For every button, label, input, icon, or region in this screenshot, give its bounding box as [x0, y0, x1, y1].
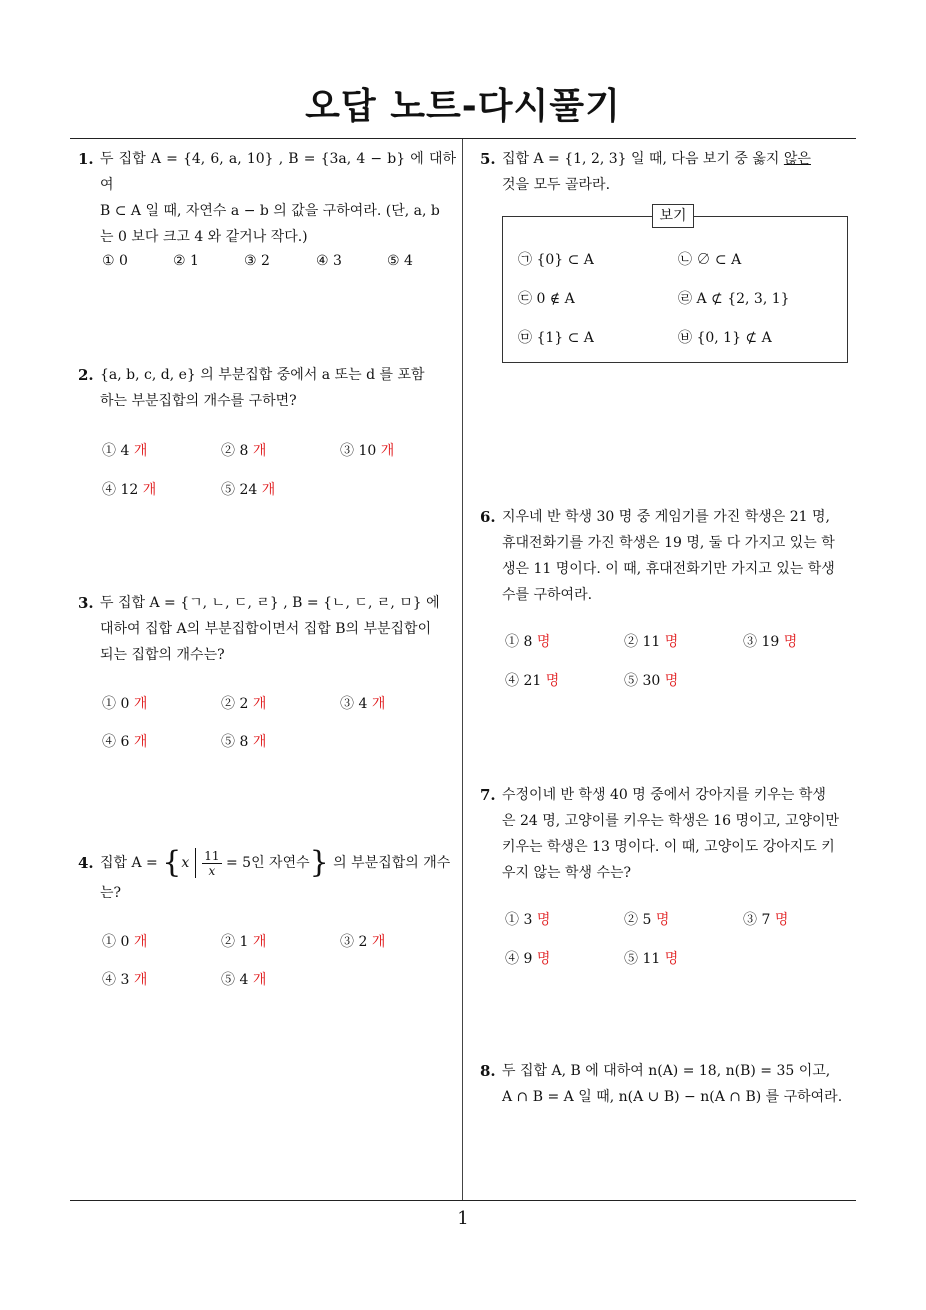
bogi-item: ㉣ A ⊄ {2, 3, 1} — [678, 291, 790, 307]
answer-option[interactable]: ④ 21 명 — [505, 673, 560, 689]
answer-option[interactable]: ④ 3 — [316, 253, 342, 269]
answer-option[interactable]: ② 5 명 — [624, 912, 670, 928]
answer-option[interactable]: ④ 9 명 — [505, 951, 551, 967]
answer-option[interactable]: ⑤ 30 명 — [624, 673, 679, 689]
question-number: 5. — [480, 150, 496, 168]
question-text-line: 우지 않는 학생 수는? — [502, 865, 632, 881]
question-5 — [480, 146, 858, 198]
column-divider — [462, 139, 463, 1201]
question-number: 2. — [78, 366, 94, 384]
set-divider — [195, 848, 196, 878]
answer-option[interactable]: ③ 19 명 — [743, 634, 798, 650]
answer-option[interactable]: ⑤ 8 개 — [221, 734, 267, 750]
question-text-line: 수정이네 반 학생 40 명 중에서 강아지를 키우는 학생 — [502, 787, 826, 803]
question-number: 3. — [78, 594, 94, 612]
page-number: 1 — [457, 1208, 469, 1229]
question-text-line: 집합 A = {1, 2, 3} 일 때, 다음 보기 중 옳지 않은 — [502, 151, 811, 167]
question-text-line: 대하여 집합 A의 부분집합이면서 집합 B의 부분집합이 — [100, 621, 432, 637]
answer-option[interactable]: ③ 2 개 — [340, 934, 386, 950]
answer-option[interactable]: ⑤ 24 개 — [221, 482, 276, 498]
answer-option[interactable]: ⑤ 4 — [387, 253, 413, 269]
question-text-line: 키우는 학생은 13 명이다. 이 때, 고양이도 강아지도 키 — [502, 839, 835, 855]
question-number: 7. — [480, 786, 496, 804]
bogi-item: ㉠ {0} ⊂ A — [518, 252, 594, 268]
answer-option[interactable]: ② 11 명 — [624, 634, 679, 650]
question-6 — [480, 504, 858, 608]
answer-option[interactable]: ③ 10 개 — [340, 443, 395, 459]
question-text-line: 지우네 반 학생 30 명 중 게임기를 가진 학생은 21 명, — [502, 509, 831, 525]
question-text-line: 수를 구하여라. — [502, 587, 593, 603]
question-text-line: 것을 모두 골라라. — [502, 177, 611, 193]
answer-option[interactable]: ② 2 개 — [221, 696, 267, 712]
bogi-item: ㉡ ∅ ⊂ A — [678, 252, 742, 268]
answer-option[interactable]: ⑤ 4 개 — [221, 972, 267, 988]
question-number: 8. — [480, 1062, 496, 1080]
question-text-line: 는? — [100, 885, 122, 901]
question-text-line: 휴대전화기를 가진 학생은 19 명, 둘 다 가지고 있는 학 — [502, 535, 835, 551]
answer-option[interactable]: ② 8 개 — [221, 443, 267, 459]
answer-option[interactable]: ③ 7 명 — [743, 912, 789, 928]
question-2 — [78, 362, 456, 414]
set-condition: = 5인 자연수 — [225, 855, 310, 871]
question-number: 4. — [78, 854, 94, 872]
bogi-item: ㉥ {0, 1} ⊄ A — [678, 330, 772, 346]
bogi-item: ㉤ {1} ⊂ A — [518, 330, 594, 346]
answer-option[interactable]: ① 0 개 — [102, 696, 148, 712]
bottom-rule — [70, 1200, 856, 1201]
question-text-line: 는 0 보다 크고 4 와 같거나 작다.) — [100, 229, 308, 245]
question-text-line: A ∩ B = A 일 때, n(A ∪ B) − n(A ∩ B) 를 구하여라. — [502, 1089, 843, 1105]
answer-option[interactable]: ⑤ 11 명 — [624, 951, 679, 967]
question-text-line: 은 24 명, 고양이를 키우는 학생은 16 명이고, 고양이만 — [502, 813, 840, 829]
question-text-line: 두 집합 A, B 에 대하여 n(A) = 18, n(B) = 35 이고, — [502, 1063, 831, 1079]
answer-option[interactable]: ④ 6 개 — [102, 734, 148, 750]
question-number: 6. — [480, 508, 496, 526]
question-text-line: {a, b, c, d, e} 의 부분집합 중에서 a 또는 d 를 포함 — [100, 367, 425, 383]
question-text-line: 되는 집합의 개수는? — [100, 647, 225, 663]
top-rule — [70, 138, 856, 139]
answer-option[interactable]: ① 8 명 — [505, 634, 551, 650]
answer-option[interactable]: ① 0 — [102, 253, 128, 269]
question-text-line: 두 집합 A = {ㄱ, ㄴ, ㄷ, ㄹ} , B = {ㄴ, ㄷ, ㄹ, ㅁ} 에 — [100, 595, 440, 611]
bogi-item: ㉢ 0 ∉ A — [518, 291, 575, 307]
question-text-line: 생은 11 명이다. 이 때, 휴대전화기만 가지고 있는 학생 — [502, 561, 835, 577]
question-7 — [480, 782, 858, 886]
answer-option[interactable]: ① 3 명 — [505, 912, 551, 928]
underlined-word: 않은 — [783, 151, 811, 167]
question-4 — [78, 845, 456, 901]
set-prefix: 집합 A = — [100, 855, 158, 871]
set-variable: x — [181, 855, 190, 871]
question-8 — [480, 1058, 858, 1110]
fraction: $\frac{11}{x}$ — [204, 848, 220, 878]
question-number: 1. — [78, 150, 94, 168]
left-brace: { — [162, 845, 182, 880]
right-brace: } — [309, 845, 329, 880]
answer-option[interactable]: ④ 12 개 — [102, 482, 157, 498]
answer-option[interactable]: ③ 4 개 — [340, 696, 386, 712]
answer-option[interactable]: ② 1 — [173, 253, 199, 269]
page-title: 오답 노트-다시풀기 — [305, 86, 621, 127]
answer-option[interactable]: ① 0 개 — [102, 934, 148, 950]
set-suffix: 의 부분집합의 개수 — [333, 855, 451, 871]
answer-option[interactable]: ① 4 개 — [102, 443, 148, 459]
answer-option[interactable]: ④ 3 개 — [102, 972, 148, 988]
question-1 — [78, 146, 456, 250]
question-text-line: 두 집합 A = {4, 6, a, 10} , B = {3a, 4 − b} 에 대하여 — [100, 151, 456, 193]
answer-option[interactable]: ② 1 개 — [221, 934, 267, 950]
answer-option[interactable]: ③ 2 — [244, 253, 270, 269]
question-text-line: 하는 부분집합의 개수를 구하면? — [100, 393, 297, 409]
bogi-label: 보기 — [652, 204, 694, 228]
question-3 — [78, 590, 456, 668]
question-text-line: B ⊂ A 일 때, 자연수 a − b 의 값을 구하여라. (단, a, b — [100, 203, 440, 219]
